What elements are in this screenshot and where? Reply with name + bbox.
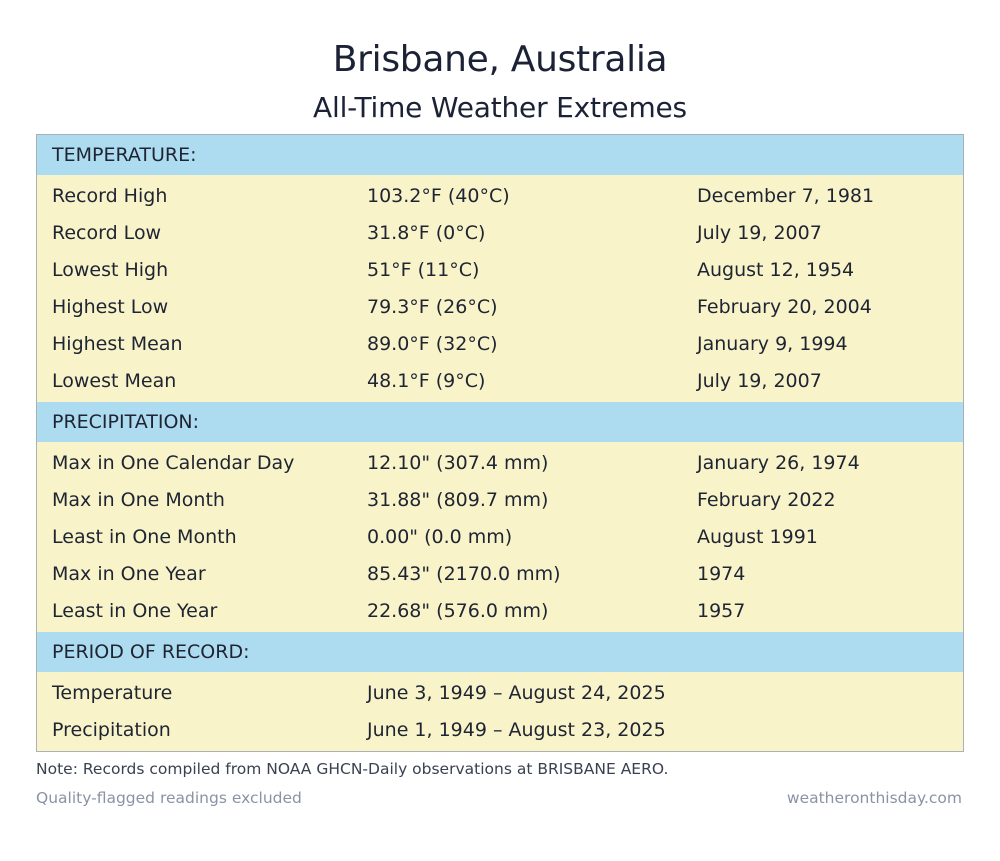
page-subtitle: All-Time Weather Extremes [313, 91, 687, 124]
record-label: Least in One Year [52, 599, 218, 622]
record-label: Max in One Year [52, 562, 206, 585]
section-header-precipitation: PRECIPITATION: [37, 402, 963, 442]
record-date: January 9, 1994 [697, 332, 848, 355]
record-date: 1974 [697, 562, 746, 585]
table-row [37, 251, 963, 288]
record-label: Max in One Calendar Day [52, 451, 295, 474]
table-row [37, 362, 963, 399]
extremes-table [36, 134, 964, 752]
record-date: July 19, 2007 [697, 221, 822, 244]
record-value: 31.8°F (0°C) [367, 221, 486, 244]
record-value: June 1, 1949 – August 23, 2025 [367, 718, 666, 741]
table-row [37, 325, 963, 362]
table-row [37, 288, 963, 325]
record-label: Precipitation [52, 718, 171, 741]
section-body-period-of-record [37, 672, 963, 751]
record-label: Max in One Month [52, 488, 225, 511]
record-value: 85.43" (2170.0 mm) [367, 562, 561, 585]
record-label: Temperature [52, 681, 173, 704]
record-value: 48.1°F (9°C) [367, 369, 486, 392]
record-date: February 20, 2004 [697, 295, 872, 318]
table-row [37, 711, 963, 748]
record-value: June 3, 1949 – August 24, 2025 [367, 681, 666, 704]
table-row [37, 177, 963, 214]
page-title: Brisbane, Australia [332, 39, 668, 80]
record-value: 79.3°F (26°C) [367, 295, 498, 318]
section-body-temperature [37, 175, 963, 402]
record-date: January 26, 1974 [697, 451, 860, 474]
record-label: Highest Low [52, 295, 169, 318]
section-header-temperature: TEMPERATURE: [37, 135, 963, 175]
record-label: Record Low [52, 221, 162, 244]
table-row [37, 481, 963, 518]
record-value: 0.00" (0.0 mm) [367, 525, 513, 548]
record-label: Record High [52, 184, 168, 207]
table-row [37, 674, 963, 711]
quality-note: Quality-flagged readings excluded [36, 789, 302, 807]
record-value: 31.88" (809.7 mm) [367, 488, 549, 511]
table-row [37, 555, 963, 592]
record-date: February 2022 [697, 488, 836, 511]
table-row [37, 444, 963, 481]
record-label: Least in One Month [52, 525, 237, 548]
record-value: 89.0°F (32°C) [367, 332, 498, 355]
record-value: 22.68" (576.0 mm) [367, 599, 549, 622]
record-label: Lowest Mean [52, 369, 177, 392]
table-row [37, 518, 963, 555]
record-date: 1957 [697, 599, 746, 622]
record-label: Lowest High [52, 258, 169, 281]
record-date: December 7, 1981 [697, 184, 875, 207]
section-header-period-of-record: PERIOD OF RECORD: [37, 632, 963, 672]
record-value: 51°F (11°C) [367, 258, 480, 281]
table-row [37, 592, 963, 629]
site-credit: weatheronthisday.com [786, 789, 962, 807]
record-value: 103.2°F (40°C) [367, 184, 510, 207]
data-source-note: Note: Records compiled from NOAA GHCN-Daily observations at BRISBANE AERO. [36, 760, 669, 778]
record-date: August 1991 [697, 525, 818, 548]
section-body-precipitation [37, 442, 963, 632]
record-value: 12.10" (307.4 mm) [367, 451, 549, 474]
record-date: July 19, 2007 [697, 369, 822, 392]
table-row [37, 214, 963, 251]
record-label: Highest Mean [52, 332, 183, 355]
record-date: August 12, 1954 [697, 258, 855, 281]
